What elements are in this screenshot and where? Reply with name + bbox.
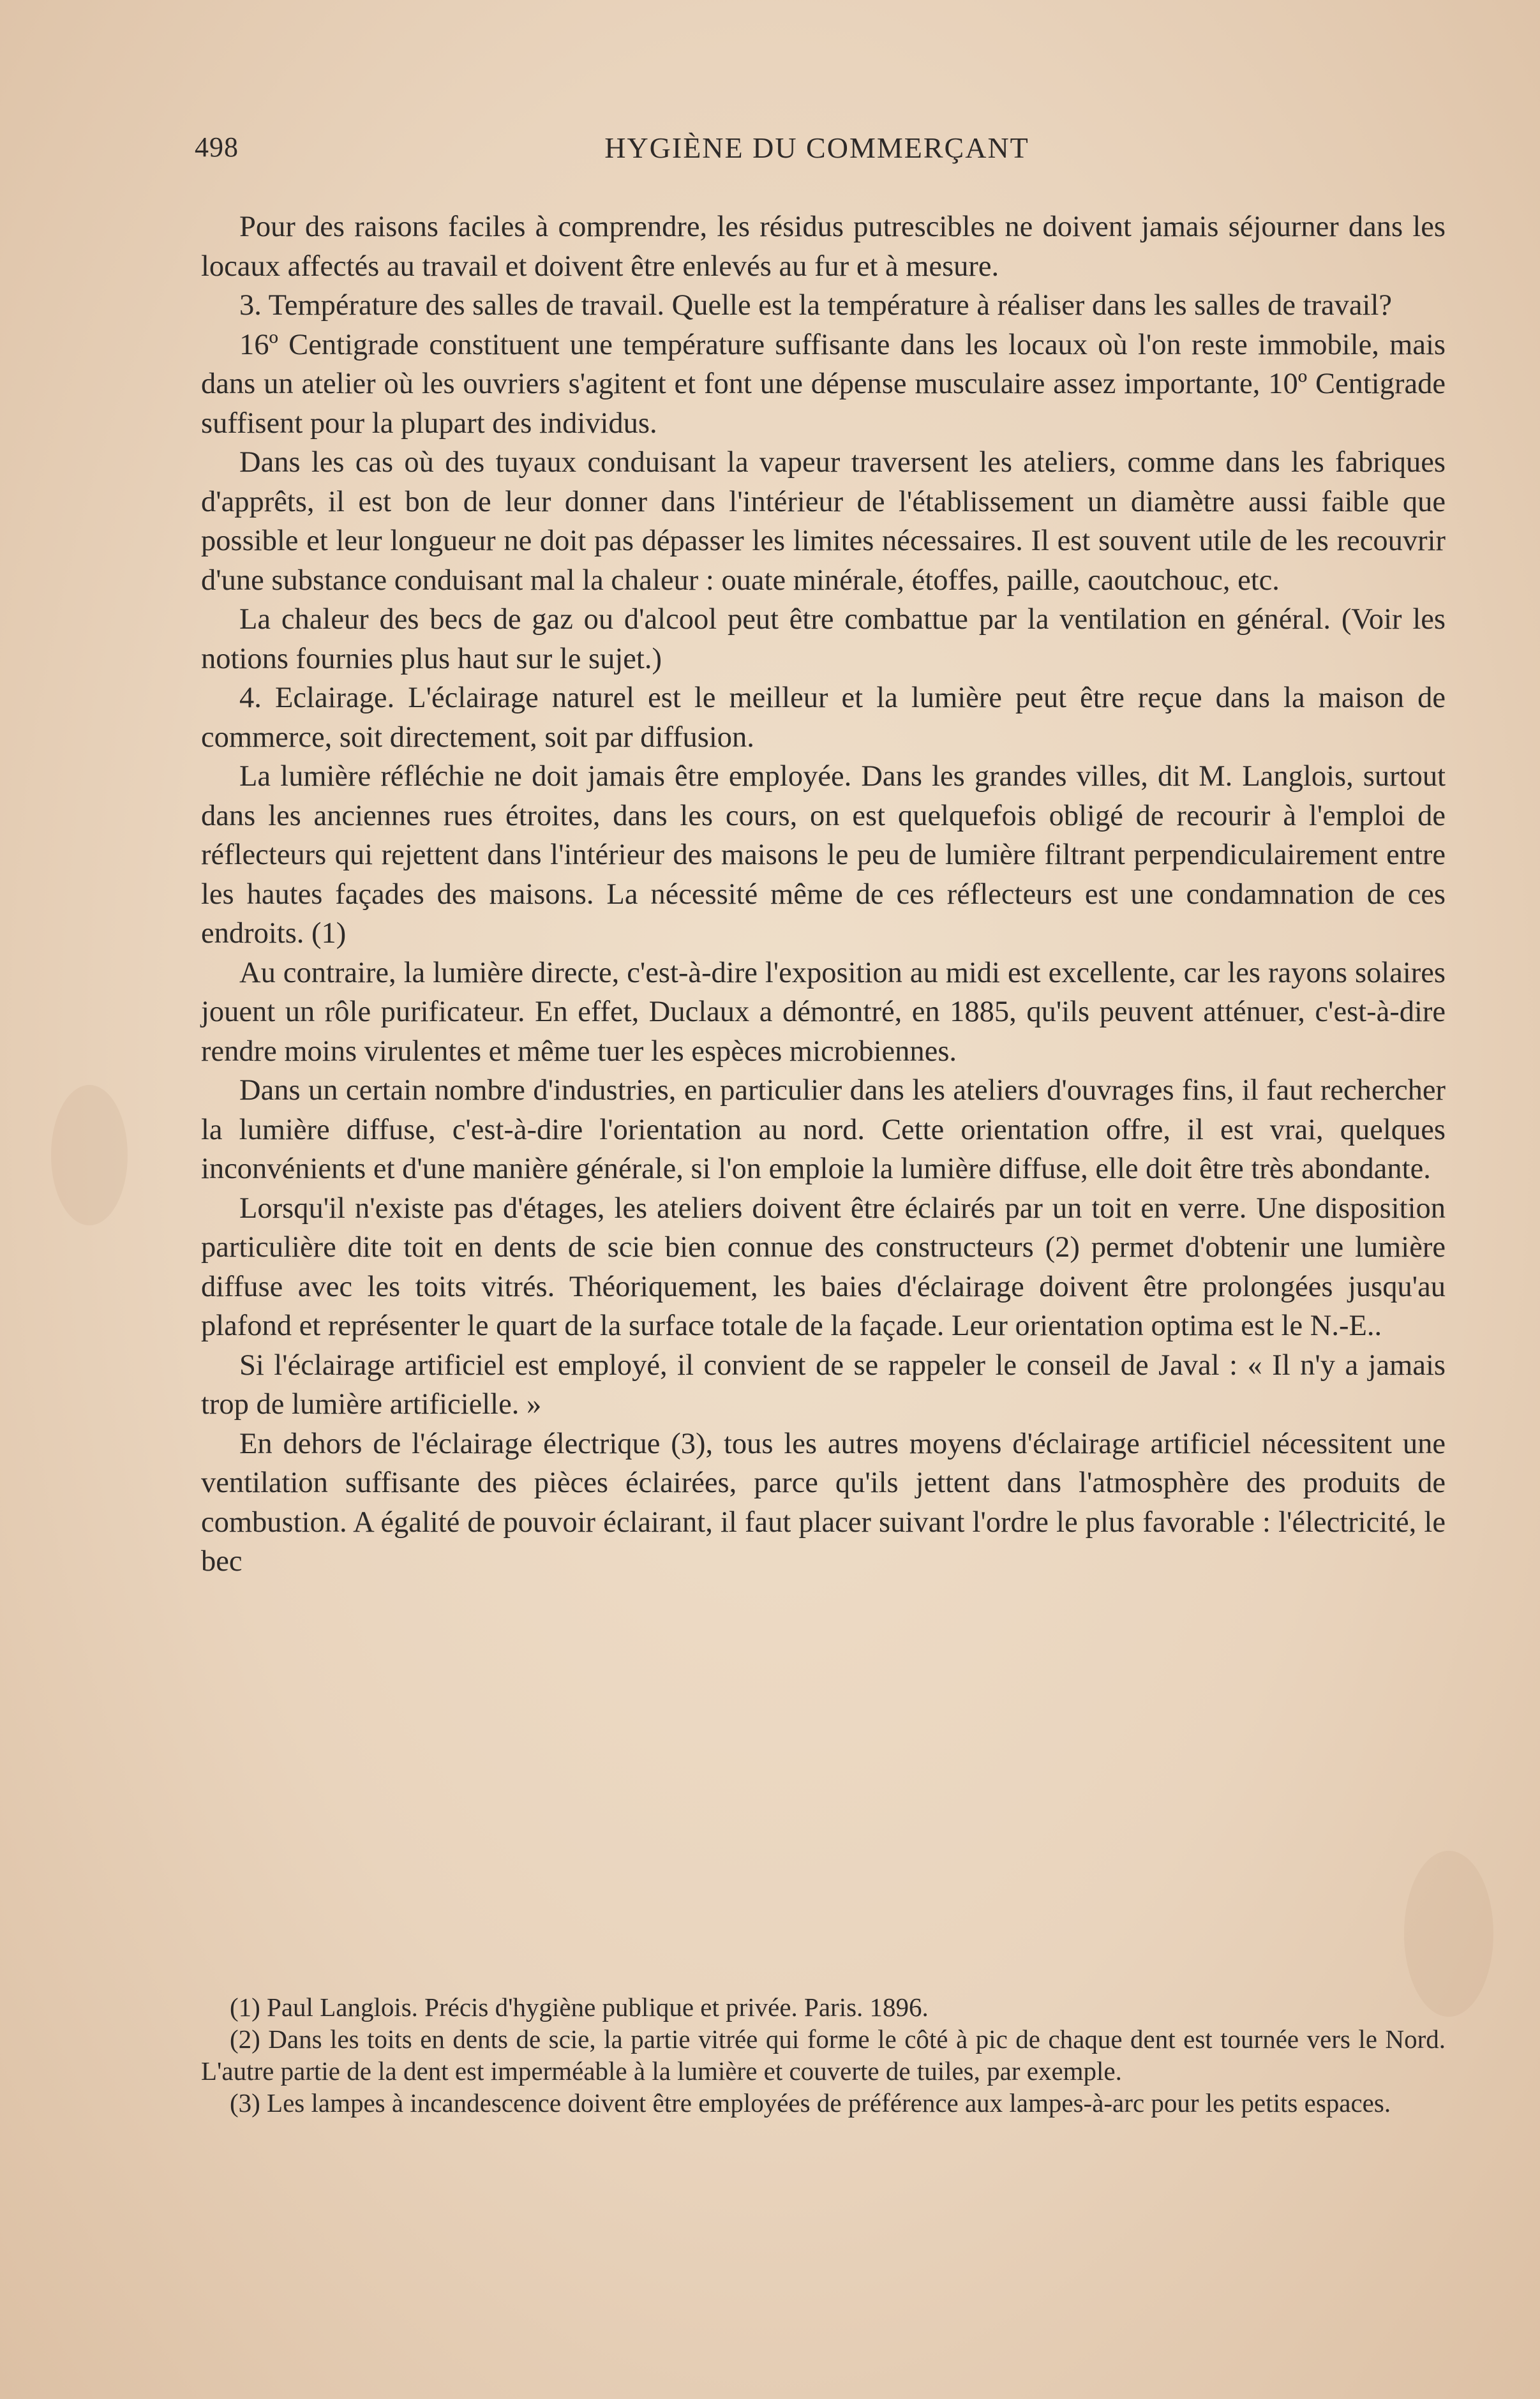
paragraph: La lumière réfléchie ne doit jamais être employée. Dans les grandes villes, dit M. Langlois, surtout dans les anciennes rues étroites, dans les cours, on est quelquefois obligé de recourir à l'emploi de réflecteurs qui rejettent dans l'intérieur des maisons le peu de lumière filtrant perpendiculairement entre les hautes façades des maisons. La nécessité même de ces réflecteurs est une condamnation de ces endroits. (1) bbox=[201, 760, 1446, 950]
main-text bbox=[201, 207, 1446, 1581]
footnote: (1) Paul Langlois. Précis d'hygiène publique et privée. Paris. 1896. bbox=[230, 1992, 929, 2022]
page-header bbox=[195, 131, 1439, 176]
paragraph: 16º Centigrade constituent une température suffisante dans les locaux où l'on reste immobile, mais dans un atelier où les ouvriers s'agitent et font une dépense musculaire assez importante, 10º Centigrade suffisent pour la plupart des individus. bbox=[201, 328, 1446, 440]
paragraph: Lorsqu'il n'existe pas d'étages, les ateliers doivent être éclairés par un toit en verre. Une disposition particulière dite toit en dents de scie bien connue des constructeurs (2) permet d'obtenir une lumière diffuse avec les toits vitrés. Théoriquement, les baies d'éclairage doivent être prolongées jusqu'au plafond et représenter le quart de la surface totale de la façade. Leur orientation optima est le N.-E.. bbox=[201, 1192, 1446, 1342]
footnote: (2) Dans les toits en dents de scie, la partie vitrée qui forme le côté à pic de chaque dent est tournée vers le Nord. L'autre partie de la dent est imperméable à la lumière et couverte de tuiles, par exemple. bbox=[201, 2024, 1446, 2086]
paragraph: Au contraire, la lumière directe, c'est-à-dire l'exposition au midi est excellente, car les rayons solaires jouent un rôle purificateur. En effet, Duclaux a démontré, en 1885, qu'ils peuvent atténuer, c'est-à-dire rendre moins virulentes et même tuer les espèces microbiennes. bbox=[201, 956, 1446, 1068]
paragraph: Dans un certain nombre d'industries, en particulier dans les ateliers d'ouvrages fins, il faut rechercher la lumière diffuse, c'est-à-dire l'orientation au nord. Cette orientation offre, il est vrai, quelques inconvénients et d'une manière générale, si l'on emploie la lumière diffuse, elle doit être très abondante. bbox=[201, 1074, 1446, 1185]
paragraph: Dans les cas où des tuyaux conduisant la vapeur traversent les ateliers, comme dans les fabriques d'apprêts, il est bon de leur donner dans l'intérieur de l'établissement un diamètre aussi faible que possible et leur longueur ne doit pas dépasser les limites nécessaires. Il est souvent utile de les recouvrir d'une substance conduisant mal la chaleur : ouate minérale, étoffes, paille, caoutchouc, etc. bbox=[201, 446, 1446, 597]
footnote: (3) Les lampes à incandescence doivent être employées de préférence aux lampes-à-arc pour les petits espaces. bbox=[230, 2088, 1391, 2118]
paragraph: 4. Eclairage. L'éclairage naturel est le meilleur et la lumière peut être reçue dans la maison de commerce, soit directement, soit par diffusion. bbox=[201, 682, 1446, 754]
page-number: 498 bbox=[195, 131, 239, 163]
paper-stain bbox=[51, 1085, 128, 1225]
paragraph: La chaleur des becs de gaz ou d'alcool peut être combattue par la ventilation en général. (Voir les notions fournies plus haut sur le sujet.) bbox=[201, 603, 1446, 675]
running-title: HYGIÈNE DU COMMERÇANT bbox=[604, 131, 1029, 164]
paragraph: Si l'éclairage artificiel est employé, il convient de se rappeler le conseil de Javal : « Il n'y a jamais trop de lumière artificielle. » bbox=[201, 1349, 1446, 1421]
paragraph: 3. Température des salles de travail. Quelle est la température à réaliser dans les salles de travail? bbox=[239, 289, 1393, 322]
paragraph: Pour des raisons faciles à comprendre, les résidus putrescibles ne doivent jamais séjourner dans les locaux affectés au travail et doivent être enlevés au fur et à mesure. bbox=[201, 211, 1446, 283]
footnotes bbox=[201, 1991, 1446, 2119]
paragraph: En dehors de l'éclairage électrique (3), tous les autres moyens d'éclairage artificiel nécessitent une ventilation suffisante des pièces éclairées, parce qu'ils jettent dans l'atmosphère des produits de combustion. A égalité de pouvoir éclairant, il faut placer suivant l'ordre le plus favorable : l'électricité, le bec bbox=[201, 1427, 1446, 1578]
